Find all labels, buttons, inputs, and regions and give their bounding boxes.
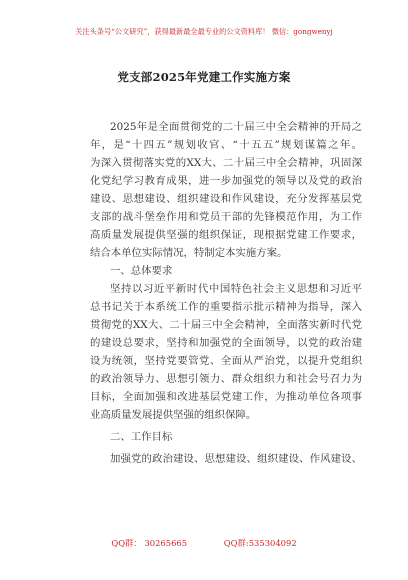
paragraph-line: 化党纪学习教育成果，进一步加强党的领导以及党的政治 xyxy=(90,175,362,187)
paragraph-line: 结合本单位实际情况，特制定本实施方案。 xyxy=(90,247,288,259)
qq-group-1: QQ群： 30265665 xyxy=(111,538,188,548)
document-title: 党支部2025年党建工作实施方案 xyxy=(117,70,291,84)
document-body xyxy=(90,118,362,468)
section-heading-work-goals: 二、工作目标 xyxy=(110,431,173,443)
paragraph-line: 为深入贯彻落实党的XX大、二十届三中全会精神，巩固深 xyxy=(90,157,362,169)
qq-group-2: QQ群:535304092 xyxy=(223,538,297,548)
paragraph-line: 坚持以习近平新时代中国特色社会主义思想和习近平 xyxy=(110,283,362,295)
paragraph-line: 建设、思想建设、组织建设和作风建设，充分发挥基层党 xyxy=(90,193,362,205)
paragraph-line: 业高质量发展提供坚强的组织保障。 xyxy=(90,409,257,421)
paragraph-line: 贯彻党的XX大、二十届三中全会精神，全面落实新时代党 xyxy=(90,319,362,331)
paragraph-line: 2025年是全面贯彻党的二十届三中全会精神的开局之 xyxy=(110,121,362,133)
paragraph-line: 支部的战斗堡垒作用和党员干部的先锋模范作用，为工作 xyxy=(90,211,362,223)
paragraph-line: 加强党的政治建设、思想建设、组织建设、作风建设、 xyxy=(110,453,362,465)
footer-qq-groups xyxy=(0,537,408,549)
promo-banner: 关注头条号“公文研究”，获得最新最全最专业的公文资料库！ 微信：gongwenyj xyxy=(75,27,333,36)
paragraph-line: 年，是“十四五”规划收官、“十五五”规划谋篇之年。 xyxy=(90,139,362,151)
paragraph-line: 目标，全面加强和改进基层党建工作，为推动单位各项事 xyxy=(90,391,362,403)
section-heading-overall-requirements: 一、总体要求 xyxy=(110,265,173,277)
paragraph-line: 高质量发展提供坚强的组织保证，现根据党建工作要求， xyxy=(90,229,362,241)
paragraph-line: 总书记关于本系统工作的重要指示批示精神为指导，深入 xyxy=(90,301,362,313)
paragraph-line: 的建设总要求，坚持和加强党的全面领导，以党的政治建 xyxy=(90,337,362,349)
paragraph-line: 设为统领，坚持党要管党、全面从严治党，以提升党组织 xyxy=(90,355,362,367)
paragraph-line: 的政治领导力、思想引领力、群众组织力和社会号召力为 xyxy=(90,373,362,385)
